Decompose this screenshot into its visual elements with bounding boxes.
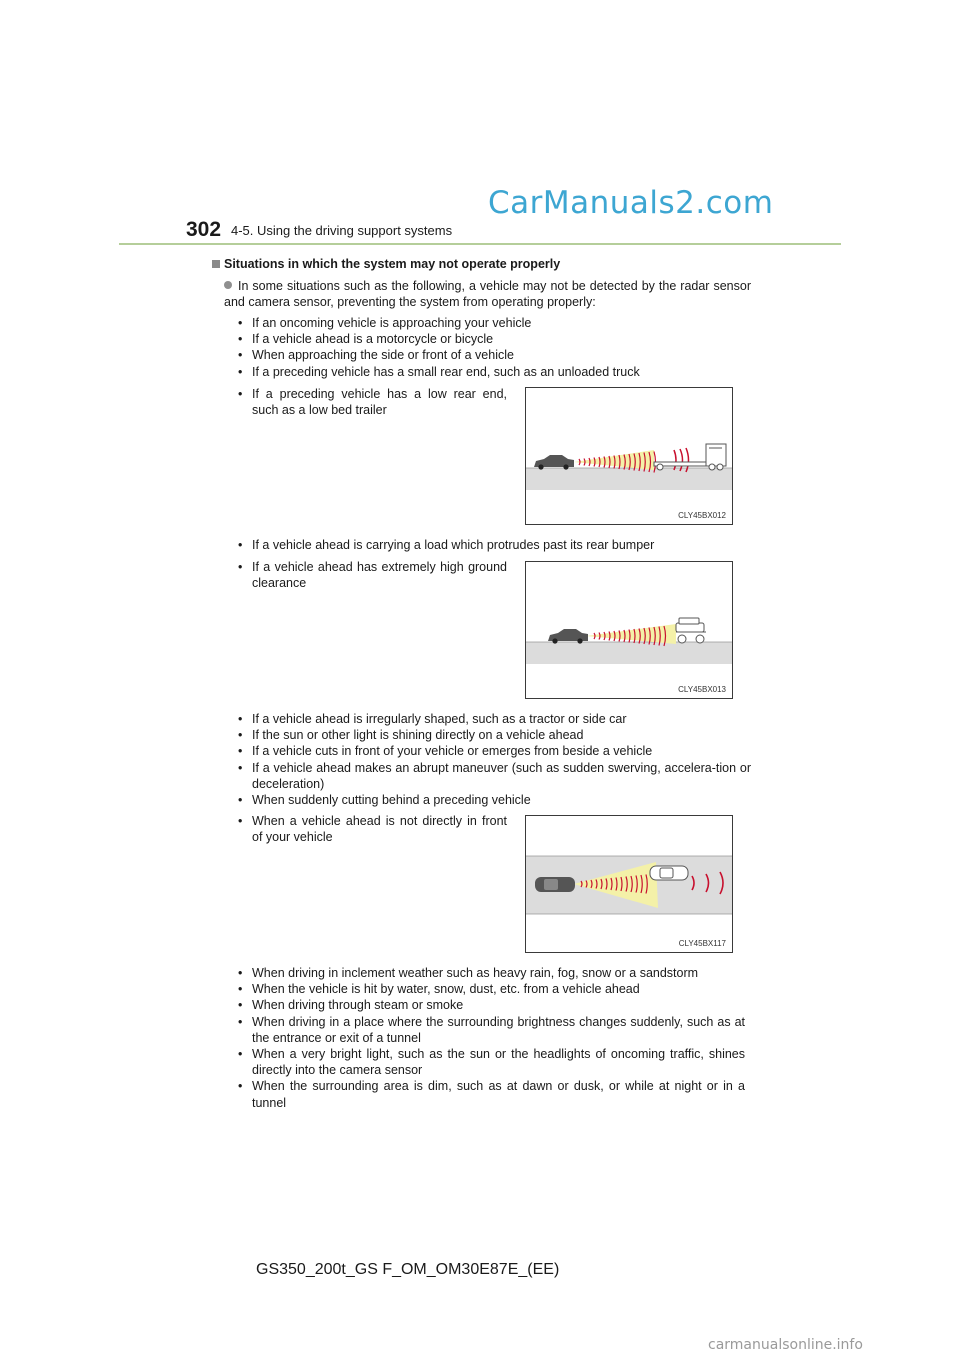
figure-offset-vehicle: [525, 815, 733, 953]
intro-paragraph: [224, 278, 751, 311]
list-item: • When approaching the side or front of a vehicle: [237, 347, 751, 363]
document-code-footer: GS350_200t_GS F_OM_OM30E87E_(EE): [256, 1261, 560, 1278]
fig1-caption-list: [237, 386, 507, 418]
condition-list-3: [237, 711, 751, 808]
section-title: 4-5. Using the driving support systems: [231, 223, 453, 238]
list-item: • When the surrounding area is dim, such as at dawn or dusk, or while at night or in a tunnel: [237, 1078, 745, 1110]
list-item: • If a vehicle ahead makes an abrupt maneuver (such as sudden swerving, accelera-tion or deceleration): [237, 760, 751, 792]
list-item: • When the vehicle is hit by water, snow, dust, etc. from a vehicle ahead: [237, 981, 745, 997]
list-item: • When a very bright light, such as the sun or the headlights of oncoming traffic, shines directly into the camera sensor: [237, 1046, 745, 1078]
high-clearance-illustration: [526, 562, 732, 698]
intro-text: In some situations such as the following, a vehicle may not be detected by the radar sensor and camera sensor, preventing the system from operating properly:: [224, 279, 751, 310]
list-item: • If a preceding vehicle has a small rear end, such as an unloaded truck: [237, 364, 751, 380]
fig3-caption-list: [237, 813, 507, 845]
list-item: • When driving in inclement weather such as heavy rain, fog, snow or a sandstorm: [237, 965, 745, 981]
own-car-icon: [534, 455, 574, 470]
own-car-top-icon: [535, 877, 575, 892]
offset-vehicle-illustration: [526, 816, 732, 952]
list-item: • If a vehicle ahead is carrying a load which protrudes past its rear bumper: [237, 537, 751, 553]
list-item: • When suddenly cutting behind a preceding vehicle: [237, 792, 751, 808]
header-rule: [119, 243, 841, 245]
list-item: • When a vehicle ahead is not directly in front of your vehicle: [237, 813, 507, 845]
condition-list-2: [237, 537, 751, 553]
figure-high-ground-clearance: [525, 561, 733, 699]
condition-list-4: [237, 965, 745, 1111]
list-item: • If a vehicle ahead is a motorcycle or bicycle: [237, 331, 751, 347]
page-number: 302: [186, 218, 222, 241]
list-item: • If a vehicle ahead is irregularly shaped, such as a tractor or side car: [237, 711, 751, 727]
figure-code: CLY45BX013: [678, 685, 726, 694]
section-heading: [212, 257, 560, 271]
figure-low-bed-trailer: [525, 387, 733, 525]
low-bed-trailer-illustration: [526, 388, 732, 524]
list-item: • If a vehicle cuts in front of your vehicle or emerges from beside a vehicle: [237, 743, 751, 759]
preceding-car-top-icon: [650, 866, 688, 880]
square-bullet-icon: [212, 260, 220, 268]
list-item: • When driving through steam or smoke: [237, 997, 745, 1013]
own-car-icon: [548, 629, 588, 644]
heading-text: Situations in which the system may not operate properly: [224, 257, 561, 271]
list-item: • If an oncoming vehicle is approaching your vehicle: [237, 315, 751, 331]
watermark-logo: CarManuals2.com: [488, 185, 774, 221]
low-bed-trailer-icon: [654, 444, 726, 470]
watermark-footer: carmanualsonline.info: [708, 1337, 863, 1353]
list-item: • If a preceding vehicle has a low rear end, such as a low bed trailer: [237, 386, 507, 418]
fig2-caption-list: [237, 559, 507, 591]
list-item: • If a vehicle ahead has extremely high ground clearance: [237, 559, 507, 591]
high-clearance-vehicle-icon: [676, 618, 706, 643]
figure-code: CLY45BX012: [678, 511, 726, 520]
figure-code: CLY45BX117: [678, 939, 726, 948]
list-item: • When driving in a place where the surrounding brightness changes suddenly, such as at the entrance or exit of a tunnel: [237, 1014, 745, 1046]
condition-list-1: [237, 315, 751, 380]
list-item: • If the sun or other light is shining directly on a vehicle ahead: [237, 727, 751, 743]
circle-bullet-icon: [224, 281, 232, 289]
